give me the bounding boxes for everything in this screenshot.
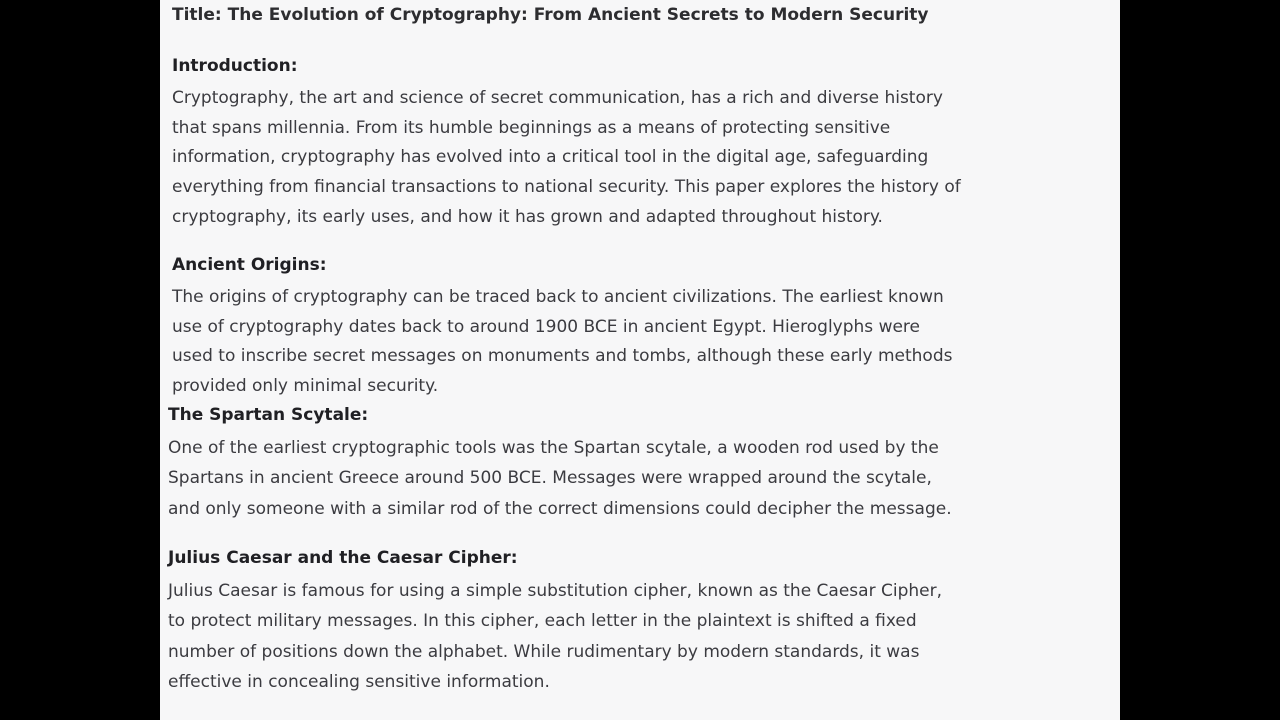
paragraph-line: used to inscribe secret messages on monuments and tombs, although these early methods bbox=[172, 346, 953, 367]
paragraph-line: that spans millennia. From its humble beginnings as a means of protecting sensitive bbox=[172, 117, 891, 138]
paragraph-line: information, cryptography has evolved into a critical tool in the digital age, safeguarding bbox=[172, 147, 929, 168]
paragraph-line: Spartans in ancient Greece around 500 BCE. Messages were wrapped around the scytale, bbox=[168, 468, 932, 489]
section-paragraph bbox=[172, 283, 952, 402]
document-page bbox=[160, 0, 1120, 720]
paragraph-line: Julius Caesar is famous for using a simple substitution cipher, known as the Caesar Cipher, bbox=[168, 581, 942, 601]
paragraph-line: everything from financial transactions to national security. This paper explores the history of bbox=[172, 177, 961, 198]
section-heading: Ancient Origins: bbox=[172, 255, 327, 275]
paragraph-line: to protect military messages. In this cipher, each letter in the plaintext is shifted a fixed bbox=[168, 611, 917, 632]
section-caesar-cipher bbox=[168, 547, 942, 698]
section-spartan-scytale bbox=[168, 404, 952, 524]
paragraph-line: and only someone with a similar rod of the correct dimensions could decipher the message. bbox=[168, 498, 952, 519]
section-introduction bbox=[172, 55, 961, 233]
paragraph-line: cryptography, its early uses, and how it has grown and adapted throughout history. bbox=[172, 206, 883, 227]
section-heading: Introduction: bbox=[172, 56, 298, 76]
paragraph-line: The origins of cryptography can be traced back to ancient civilizations. The earliest known bbox=[172, 287, 944, 307]
section-paragraph bbox=[168, 433, 952, 524]
section-heading: Julius Caesar and the Caesar Cipher: bbox=[168, 548, 518, 568]
paragraph-line: Cryptography, the art and science of secret communication, has a rich and diverse history bbox=[172, 88, 943, 108]
section-paragraph bbox=[172, 84, 961, 233]
section-heading: The Spartan Scytale: bbox=[168, 405, 369, 425]
paragraph-line: One of the earliest cryptographic tools was the Spartan scytale, a wooden rod used by the bbox=[168, 438, 939, 458]
paragraph-line: effective in concealing sensitive information. bbox=[168, 672, 550, 693]
paragraph-line: provided only minimal security. bbox=[172, 376, 439, 397]
document-title: Title: The Evolution of Cryptography: From Ancient Secrets to Modern Security bbox=[172, 5, 929, 25]
paragraph-line: use of cryptography dates back to around 1900 BCE in ancient Egypt. Hieroglyphs were bbox=[172, 316, 920, 337]
paragraph-line: number of positions down the alphabet. While rudimentary by modern standards, it was bbox=[168, 641, 920, 662]
section-paragraph bbox=[168, 576, 942, 698]
section-ancient-origins bbox=[172, 254, 952, 402]
